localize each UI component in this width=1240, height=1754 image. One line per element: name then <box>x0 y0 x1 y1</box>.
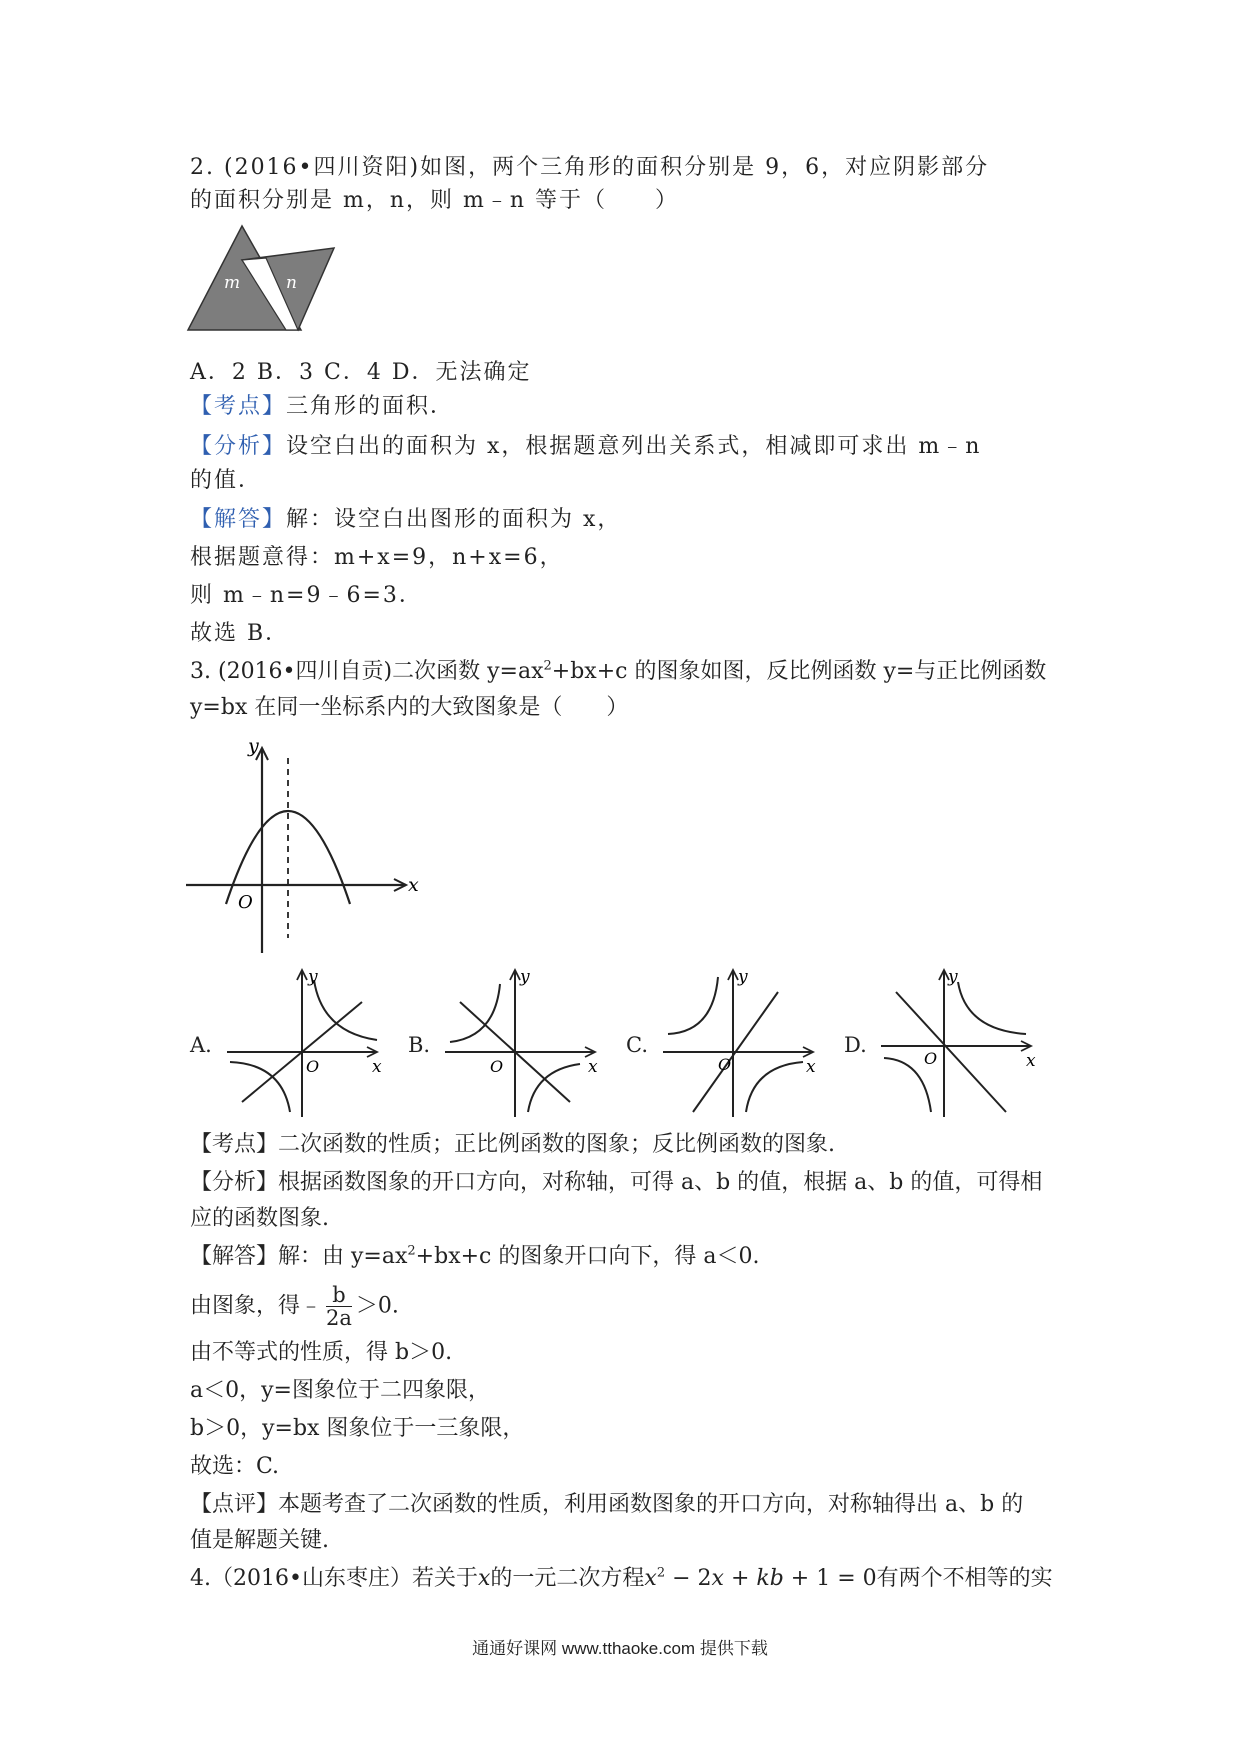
fraction-b-over-2a: $\frac{b}{2a}$ <box>326 1283 352 1330</box>
line-y-bx <box>896 992 1006 1112</box>
q2-triangles-figure <box>186 222 346 337</box>
q2-jieda-tag: 【解答】 <box>190 507 287 532</box>
option-d-label: D. <box>844 1033 867 1057</box>
q3-step3: a＜0，y=图象位于二四象限， <box>190 1378 490 1403</box>
a-y-label: y <box>308 967 318 987</box>
q3-dianping-line1: 【点评】本题考查了二次函数的性质，利用函数图象的开口方向，对称轴得出 a、b 的 <box>190 1492 1024 1517</box>
c-origin-label: O <box>718 1055 732 1074</box>
q2-kaodian-tag: 【考点】 <box>190 394 287 419</box>
q2-jieda-text: 解：设空白出图形的面积为 x， <box>286 507 622 532</box>
c-y-label: y <box>738 967 748 987</box>
q2-jieda <box>190 505 621 535</box>
c-x-label: x <box>806 1057 816 1077</box>
q2-fenxi-text: 设空白出的面积为 x，根据题意列出关系式，相减即可求出 m﹣n <box>286 434 982 459</box>
d-y-label: y <box>948 967 958 987</box>
a-x-label: x <box>372 1057 382 1077</box>
q2-fenxi-line2: 的值． <box>190 468 263 493</box>
main-x-label: x <box>408 874 419 896</box>
q2-kaodian-text: 三角形的面积． <box>286 394 455 419</box>
option-c-graph <box>658 962 828 1122</box>
page-footer: 通通好课网 www.tthaoke.com 提供下载 <box>472 1639 768 1658</box>
q3-parabola-graph <box>186 738 426 958</box>
main-y-label: y <box>248 738 259 757</box>
main-origin-label: O <box>238 892 253 913</box>
q3-answer: 故选：C. <box>190 1454 280 1479</box>
q2-answer: 故选 B． <box>190 621 290 646</box>
q3-step4: b＞0，y=bx 图象位于一三象限， <box>190 1416 525 1441</box>
q3-kaodian: 【考点】二次函数的性质；正比例函数的图象；反比例函数的图象. <box>190 1132 835 1157</box>
q2-fenxi-tag: 【分析】 <box>190 434 287 459</box>
q3-step1: 由图象，得﹣ $\frac{b}{2a}$ ＞0. <box>190 1283 399 1330</box>
q4-line1: 4.（2016•山东枣庄）若关于x的一元二次方程$x^2 - 2x$ + kb + 1 = 0有两个不相等的实 <box>190 1565 1053 1591</box>
q3-fenxi-line2: 应的函数图象. <box>190 1206 329 1231</box>
q2-options: A．2 B．3 C．4 D．无法确定 <box>190 360 532 385</box>
a-origin-label: O <box>306 1057 320 1076</box>
b-x-label: x <box>588 1057 598 1077</box>
hyperbola-q1 <box>314 980 377 1040</box>
q3-dianping-line2: 值是解题关键. <box>190 1528 329 1553</box>
q2-step1: 根据题意得：m+x=9，n+x=6， <box>190 545 564 570</box>
hyperbola-q1 <box>958 982 1026 1034</box>
hyperbola-q2 <box>668 977 718 1034</box>
d-origin-label: O <box>924 1049 938 1068</box>
q3-line2: y=bx 在同一坐标系内的大致图象是（ ） <box>190 695 629 720</box>
q2-step2: 则 m﹣n=9﹣6=3． <box>190 583 423 608</box>
q2-line1: 2. (2016•四川资阳)如图，两个三角形的面积分别是 9，6，对应阴影部分 <box>190 155 990 180</box>
option-a-label: A. <box>190 1033 212 1057</box>
d-x-label: x <box>1026 1051 1036 1071</box>
label-m: m <box>224 273 241 293</box>
hyperbola-q4 <box>746 1062 803 1112</box>
q3-step2: 由不等式的性质，得 b＞0. <box>190 1340 453 1365</box>
hyperbola-q2 <box>450 984 500 1042</box>
q3-fenxi-line1: 【分析】根据函数图象的开口方向，对称轴，可得 a、b 的值，根据 a、b 的值，可得相 <box>190 1170 1043 1195</box>
q2-kaodian <box>190 392 454 422</box>
q2-line2: 的面积分别是 m，n，则 m﹣n 等于（ ） <box>190 188 680 213</box>
q3-jieda: 【解答】解：由 $y=ax^2+bx+c$ 的图象开口向下，得 a＜0. <box>190 1243 760 1269</box>
q3-line1: 3. (2016•四川自贡)二次函数 $y=ax^2+bx+c$ 的图象如图，反比例函数 y=与正比例函数 <box>190 658 1047 684</box>
label-n: n <box>286 273 297 293</box>
option-a-graph <box>222 962 392 1122</box>
option-b-label: B. <box>408 1033 431 1057</box>
b-y-label: y <box>520 967 530 987</box>
q2-fenxi <box>190 432 981 462</box>
option-c-label: C. <box>626 1033 648 1057</box>
option-b-graph <box>440 962 610 1122</box>
b-origin-label: O <box>490 1057 504 1076</box>
option-d-graph <box>876 962 1046 1122</box>
